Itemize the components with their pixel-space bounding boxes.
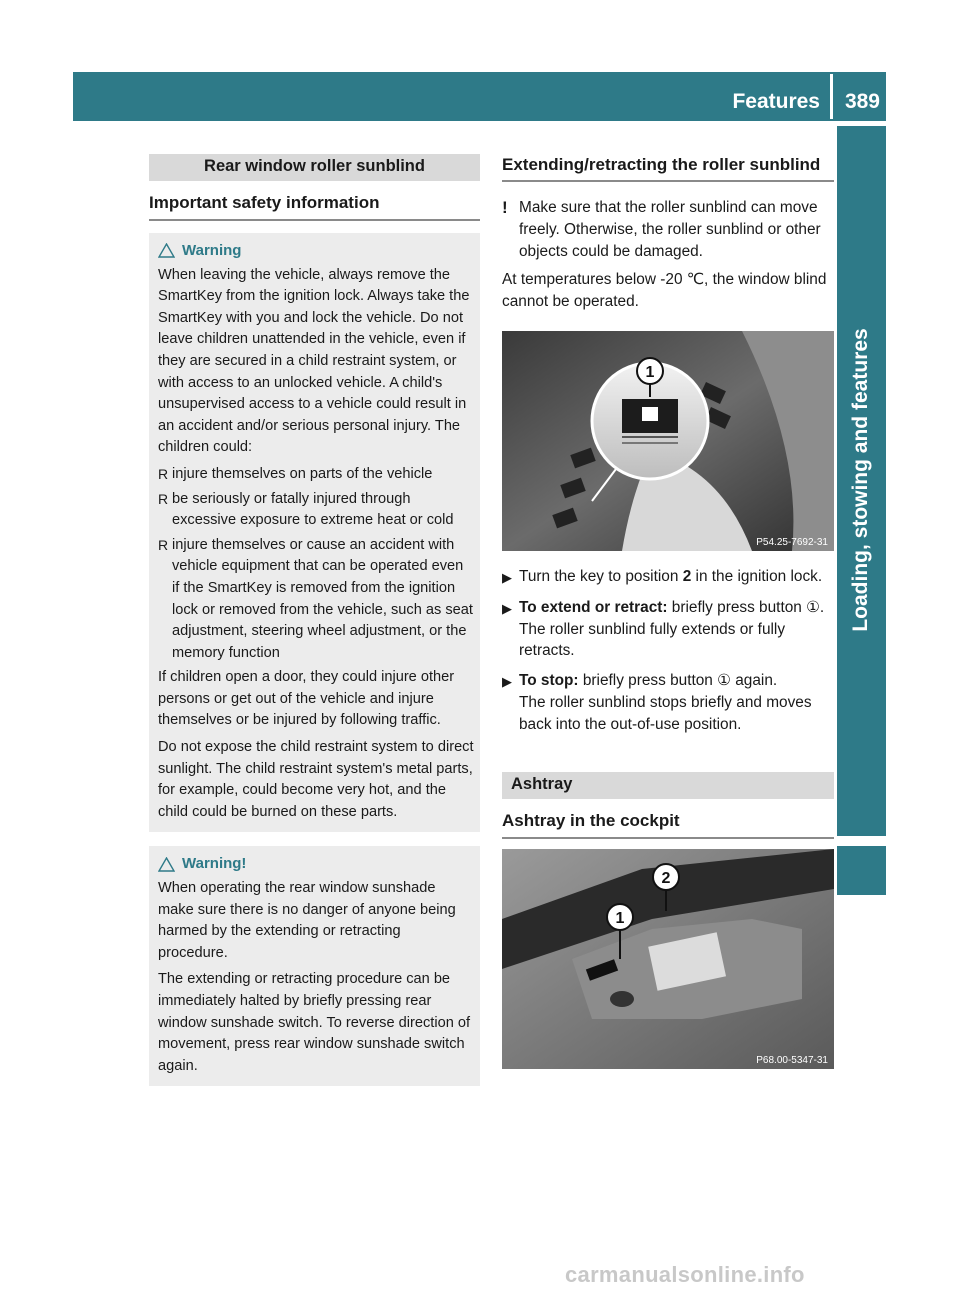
warning-box-2 bbox=[149, 846, 480, 1086]
temperature-text: At temperatures below -20 ℃, the window blind cannot be operated. bbox=[502, 271, 827, 311]
bullet-text: injure themselves on parts of the vehicle bbox=[172, 465, 433, 482]
bullet-text: be seriously or fatally injured through excessive exposure to extreme heat or cold bbox=[172, 490, 454, 529]
warning-paragraph: When leaving the vehicle, always remove the SmartKey from the ignition lock. Always take the SmartKey with you and lock the vehicle. Do not leave children unattended in the vehicle, even if they are secured in a child restraint system, or with access to an unlocked vehicle. A child's unsupervised access to a vehicle could result in an accident and/or serious personal injury. The children could: bbox=[158, 266, 470, 456]
step-arrow-icon: ▶ bbox=[502, 569, 512, 585]
figure-code: P68.00-5347-31 bbox=[756, 1054, 828, 1066]
bullet-item bbox=[158, 535, 474, 665]
bullet-icon: R bbox=[158, 490, 169, 507]
section-title-ashtray: Ashtray bbox=[502, 772, 834, 799]
side-tab-marker bbox=[837, 846, 886, 895]
warning-paragraph: When operating the rear window sunshade make sure there is no danger of anyone being harmed by the extending or retracting procedure. bbox=[158, 880, 456, 961]
instruction-list bbox=[502, 566, 834, 736]
left-column bbox=[149, 154, 480, 1086]
warning-title-text: Warning bbox=[182, 242, 242, 259]
step-text: To stop: briefly press button ① again. The roller sunblind stops briefly and moves back into the out-of-use position. bbox=[519, 672, 812, 733]
warning-paragraph: If children open a door, they could injure other persons or get out of the vehicle and injure themselves or be injured by following traffic. bbox=[158, 669, 455, 729]
step-result: The roller sunblind stops briefly and moves back into the out-of-use position. bbox=[519, 693, 812, 733]
step-result: The roller sunblind fully extends or fully retracts. bbox=[519, 620, 786, 660]
watermark: carmanualsonline.info bbox=[565, 1262, 805, 1287]
bullet-icon: R bbox=[158, 465, 169, 482]
bullet-icon: R bbox=[158, 536, 169, 553]
warning-paragraph: Do not expose the child restraint system to direct sunlight. The child restraint system's metal parts, for example, could become very hot, and the child could be burned on these parts. bbox=[158, 739, 474, 820]
bullet-text: injure themselves or cause an accident with vehicle equipment that can be operated even if the SmartKey is removed from the ignition lock or removed from the vehicle, such as seat adjustment, steering wheel adjustment, or the memory function bbox=[172, 536, 473, 661]
chapter-title: Features bbox=[732, 90, 820, 113]
warning-title-text: Warning! bbox=[182, 855, 247, 873]
page-number: 389 bbox=[844, 90, 880, 113]
sunblind-switch-photo bbox=[502, 331, 834, 551]
right-column bbox=[502, 154, 834, 1069]
step-arrow-icon: ▶ bbox=[502, 674, 512, 690]
warning-triangle-icon bbox=[158, 857, 175, 872]
subheading: Important safety information bbox=[149, 193, 480, 221]
warning-box bbox=[149, 233, 480, 832]
caution-note bbox=[502, 197, 834, 262]
subheading-ashtray: Ashtray in the cockpit bbox=[502, 811, 834, 839]
sunblind-switch-illustration bbox=[502, 331, 834, 551]
subheading: Extending/retracting the roller sunblind bbox=[502, 154, 834, 182]
ashtray-photo bbox=[502, 849, 834, 1069]
side-tab-label: Loading, stowing and features bbox=[849, 328, 872, 632]
step-text: To extend or retract: briefly press button ①. The roller sunblind fully extends or fully retracts. bbox=[519, 598, 825, 660]
ashtray-illustration bbox=[502, 849, 834, 1069]
warning-title bbox=[158, 853, 474, 875]
bullet-item bbox=[158, 489, 474, 532]
instruction-step bbox=[502, 597, 834, 662]
instruction-step bbox=[502, 670, 834, 735]
caution-text: Make sure that the roller sunblind can move freely. Otherwise, the roller sunblind or other objects could be damaged. bbox=[519, 199, 821, 260]
callout-number-1: 1 bbox=[615, 909, 625, 927]
warning-title bbox=[158, 240, 474, 262]
bullet-item bbox=[158, 464, 474, 486]
figure-code: P54.25-7692-31 bbox=[756, 536, 828, 548]
section-title: Rear window roller sunblind bbox=[149, 154, 480, 181]
header-divider bbox=[830, 74, 833, 119]
page-header bbox=[73, 72, 886, 121]
step-text: Turn the key to position 2 in the ignition lock. bbox=[519, 567, 823, 585]
caution-icon: ! bbox=[502, 198, 508, 217]
warning-triangle-icon bbox=[158, 243, 175, 258]
instruction-step bbox=[502, 566, 834, 589]
callout-number: 1 bbox=[645, 363, 655, 381]
step-arrow-icon: ▶ bbox=[502, 600, 512, 616]
callout-number-2: 2 bbox=[661, 869, 671, 887]
warning-paragraph: The extending or retracting procedure can be immediately halted by briefly pressing rear window sunshade switch. To reverse direction of movement, press rear window sunshade switch again. bbox=[158, 971, 471, 1074]
